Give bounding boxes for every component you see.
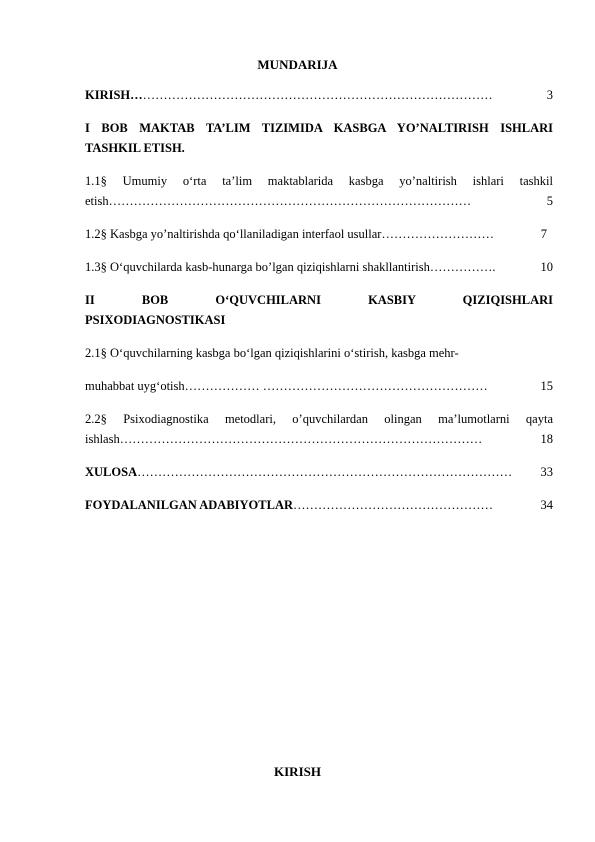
toc-entry-2-2[interactable] — [85, 409, 553, 449]
toc-label: FOYDALANILGAN ADABIYOTLAR — [85, 498, 294, 512]
section-heading-kirish: KIRISH — [274, 764, 321, 779]
toc-heading-line: II BOB O‘QUVCHILARNI KASBIY QIZIQISHLARI — [85, 293, 553, 307]
toc-entry-adabiyotlar[interactable] — [85, 495, 553, 515]
toc-heading-line: TASHKIL ETISH. — [85, 141, 185, 155]
toc-label: XULOSA — [85, 465, 138, 479]
toc-leader: …………………………………………………………………………… — [119, 432, 483, 446]
toc-label: 1.1§ Umumiy o‘rta ta’lim maktablarida kasbga yo’naltirish ishlari tashkil — [85, 174, 553, 188]
toc-label: 1.3§ O‘quvchilarda kasb-hunarga bo’lgan qiziqishlarni shakllantirish — [85, 260, 430, 274]
toc-page-number: 5 — [546, 194, 553, 208]
toc-label: 2.2§ Psixodiagnostika metodlari, o’quvchilardan olingan ma’lumotlarni qayta — [85, 412, 553, 426]
toc-heading-line: PSIXODIAGNOSTIKASI — [85, 313, 226, 327]
toc-label: 1.2§ Kasbga yo’naltirishda qo‘llaniladigan interfaol usullar — [85, 227, 382, 241]
toc-entry-xulosa[interactable] — [85, 462, 553, 482]
toc-label: KIRISH… — [85, 88, 143, 102]
toc-leader: …………………………………………………………………………… — [108, 194, 472, 208]
toc-page-number: 34 — [540, 498, 553, 512]
toc-entry-kirish[interactable] — [85, 85, 553, 105]
toc-page-number: 3 — [546, 88, 553, 102]
toc-leader: ………………………………………… — [293, 498, 494, 512]
toc-entry-1-2[interactable] — [85, 224, 553, 244]
toc-entry-bob-2[interactable] — [85, 290, 553, 330]
toc-page-number: 15 — [540, 379, 553, 393]
toc-label: etish — [85, 194, 109, 208]
toc-leader: ……………………… — [381, 227, 494, 241]
toc-entry-1-1[interactable] — [85, 171, 553, 211]
toc-page-number: 10 — [540, 260, 553, 274]
toc-entry-2-1[interactable] — [85, 343, 553, 396]
toc-page-number: 7 — [540, 227, 547, 241]
toc-leader: ……………………………………………………………………………… — [137, 465, 513, 479]
toc-leader: ……………… ……………………………………………… — [184, 379, 488, 393]
toc-label: muhabbat uyg‘otish — [85, 379, 185, 393]
toc-leader: ……………. — [429, 260, 496, 274]
toc-leader: ………………………………………………………………………… — [142, 88, 493, 102]
toc-heading-line: I BOB MAKTAB TA’LIM TIZIMIDA KASBGA YO’NALTIRISH ISHLARI — [85, 121, 553, 135]
toc-page-number: 33 — [540, 465, 553, 479]
toc-entry-bob-1[interactable] — [85, 118, 553, 158]
page-title: MUNDARIJA — [257, 57, 338, 72]
table-of-contents — [85, 85, 553, 528]
toc-label: ishlash — [85, 432, 120, 446]
toc-label: 2.1§ O‘quvchilarning kasbga bo‘lgan qiziqishlarini o‘stirish, kasbga mehr- — [85, 346, 459, 360]
toc-entry-1-3[interactable] — [85, 257, 553, 277]
toc-page-number: 18 — [540, 432, 553, 446]
